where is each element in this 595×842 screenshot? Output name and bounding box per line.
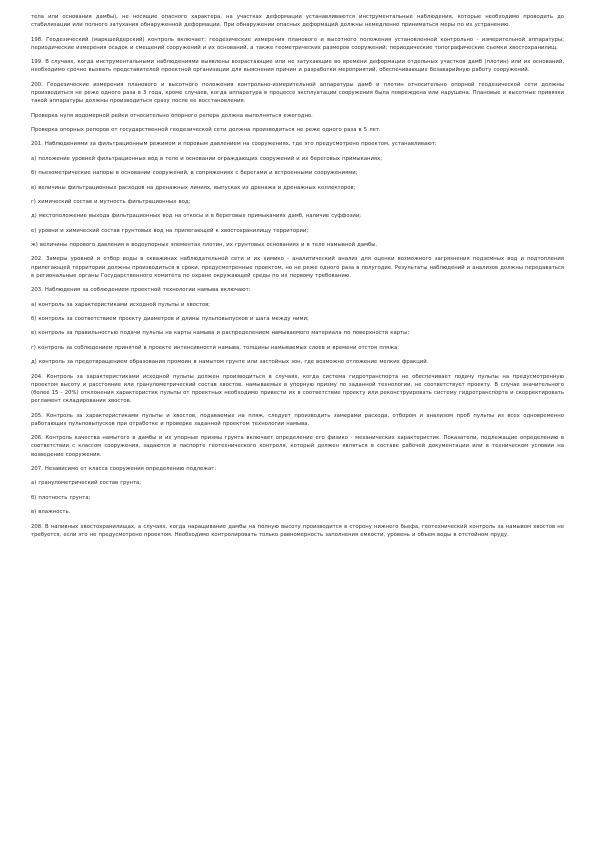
list-item-203-b: б) контроль за соответствием проекту диаметров и длины пульповыпусков и шага между ними; — [31, 316, 309, 323]
list-item-203-e: д) контроль за предотвращением образования промоин в намытом грунте или застойных зон, где возможно отложение мелких фракций. — [31, 359, 429, 366]
list-item-203-c: в) контроль за правильностью подачи пульпы на карты намыва и распределением намываемого материала по поверхности карты; — [31, 330, 410, 337]
paragraph-benchmark-check: Проверка опорных реперов от государственной геодезической сети должна производиться не реже одного раза в 5 лет. — [31, 126, 381, 133]
paragraph-204: 204. Контроль за характеристиками исходной пульпы должен производиться в случаях, когда система гидротранспорта не обеспечивает подачу пульпы на предусмотренную проектом высоту и расстояние или гранулометрический состав хвостов, намываемых в упорную призму по заданной технологии, не соответствует проекту. В случае значительного (более 15 - 20%) отклонения характеристик пульпы от проектных необходимо привести их в соответствие проекту или реконструировать систему гидротранспорта и скорректировать регламент складирования хвостов. — [31, 373, 564, 405]
paragraph-200: 200. Геодезические измерения планового и высотного положения контрольно-измерительной аппаратуры дамб и плотин относительно опорной геодезической сети должны производиться не реже одного раза в 3 года, кроме случаев, когда аппаратура в процессе эксплуатации сооружения была повреждена или нарушена. Плановые и высотные привязки такой аппаратуры должны производиться сразу после ее восстановления. — [31, 81, 564, 105]
list-item-201-f: е) уровни и химический состав грунтовых вод на прилегающей к хвостохранилищу территории; — [31, 227, 309, 234]
list-item-201-e: д) местоположение выхода фильтрационных вод на откосы и в береговых примыканиях дамб, наличие суффозии; — [31, 213, 362, 220]
list-item-201-d: г) химический состав и мутность фильтрационных вод; — [31, 198, 191, 205]
paragraph-206: 206. Контроль качества намытого в дамбы и их упорные призмы грунта включает определение его физико - механических характеристик. Показатели, подлежащие определению в соответствии с классом сооружения, задаются в паспорте геотехнического контроля, который должен являться в составе рабочей документации или в техническом условии на возведение сооружения. — [31, 435, 564, 458]
paragraph-rod-check: Проверка нуля водомерной рейки относительно опорного репера должна выполняться ежегодно. — [31, 112, 313, 119]
list-item-207-c: в) влажность. — [31, 509, 71, 516]
paragraph-203: 203. Наблюдения за соблюдением проектной технологии намыва включают: — [31, 287, 251, 294]
document-page — [31, 13, 564, 545]
list-item-201-c: в) величины фильтрационных расходов на дренажных линиях, выпусках из дренажа и дренажных коллекторов; — [31, 184, 356, 191]
paragraph-208: 208. В наливных хвостохранилищах, а случаях, когда наращивание дамбы на полную высоту производится в сторону нижнего бьефа, геотехнический контроль за намывом хвостов не требуется, если это не предусмотрено проектом. Необходимо контролировать только равномерность заполнения емкости, уровень и объем воды в отстойном пруду. — [31, 523, 564, 538]
list-item-201-a: а) положение уровней фильтрационных вод в теле и основании ограждающих сооружений и их береговых примыканиях; — [31, 155, 383, 162]
list-item-207-a: а) гранулометрический состав грунта; — [31, 480, 142, 487]
paragraph-198: 198. Геодезический (маркшейдерский) контроль включает: геодезические измерения планового и высотного положения установленной контрольно - измерительной аппаратуры; периодические измерения осадок и смещений сооружений и их оснований, а также геометрических размеров сооружений; периодические топографические съемки хвостохранилищ. — [31, 36, 564, 51]
list-item-207-b: б) плотность грунта; — [31, 494, 91, 501]
list-item-203-d: г) контроль за соблюдением принятой в проекте интенсивности намыва, толщины намываемых слоев и времени отстоя пляжа; — [31, 344, 400, 351]
list-item-201-b: б) пьезометрические напоры в основании сооружений, в сопряжениях с берегами и встроенными сооружениями; — [31, 170, 358, 177]
list-item-203-a: а) контроль за характеристиками исходной пульпы и хвостов; — [31, 301, 211, 308]
paragraph-202: 202. Замеры уровней и отбор воды в скважинах наблюдательной сети и их химико - аналитический анализ для оценки возможного загрязнения подземных вод и подтопления прилегающей территории должны производиться в сроки, предусмотренные проектом, но не реже одного раза в полугодие. Результаты наблюдений и анализов должны передаваться в региональные органы Государственного комитета по охране окружающей среды по их первому требованию. — [31, 256, 564, 279]
paragraph-201: 201. Наблюдениями за фильтрационным режимом и поровым давлением на сооружениях, где это предусмотрено проектом, устанавливают: — [31, 141, 437, 148]
list-item-201-g: ж) величины порового давления в водоупорных элементах плотин, их грунтовых основаниях и в теле намывной дамбы. — [31, 242, 378, 249]
paragraph-205: 205. Контроль за характеристиками пульпы и хвостов, подаваемых на пляж, следует производить замерами расхода, отбором и анализом проб пульпы из всех одновременно работающих пульповыпусков при отработке и проверке заданной проектом технологии намыва. — [31, 412, 564, 427]
paragraph-199: 199. В случаях, когда инструментальными наблюдениями выявлены возрастающие или не затухающие во времени деформации отдельных участков дамб (плотин) или их оснований, необходимо срочно вызвать представителей проектной организации для выяснения причин и разработки мероприятий, обеспечивающих безаварийную работу сооружений. — [31, 59, 564, 74]
paragraph-207: 207. Независимо от класса сооружения определению подлежат: — [31, 466, 217, 473]
paragraph-continuation: тела или основания дамбы), не носящие опасного характера, на участках деформации устанавливаются инструментальные наблюдения, которые необходимо проводить до стабилизации или полного затухания обнаруженной деформации. При обнаружении опасных деформаций должны немедленно приниматься меры по их устранению. — [31, 14, 564, 29]
